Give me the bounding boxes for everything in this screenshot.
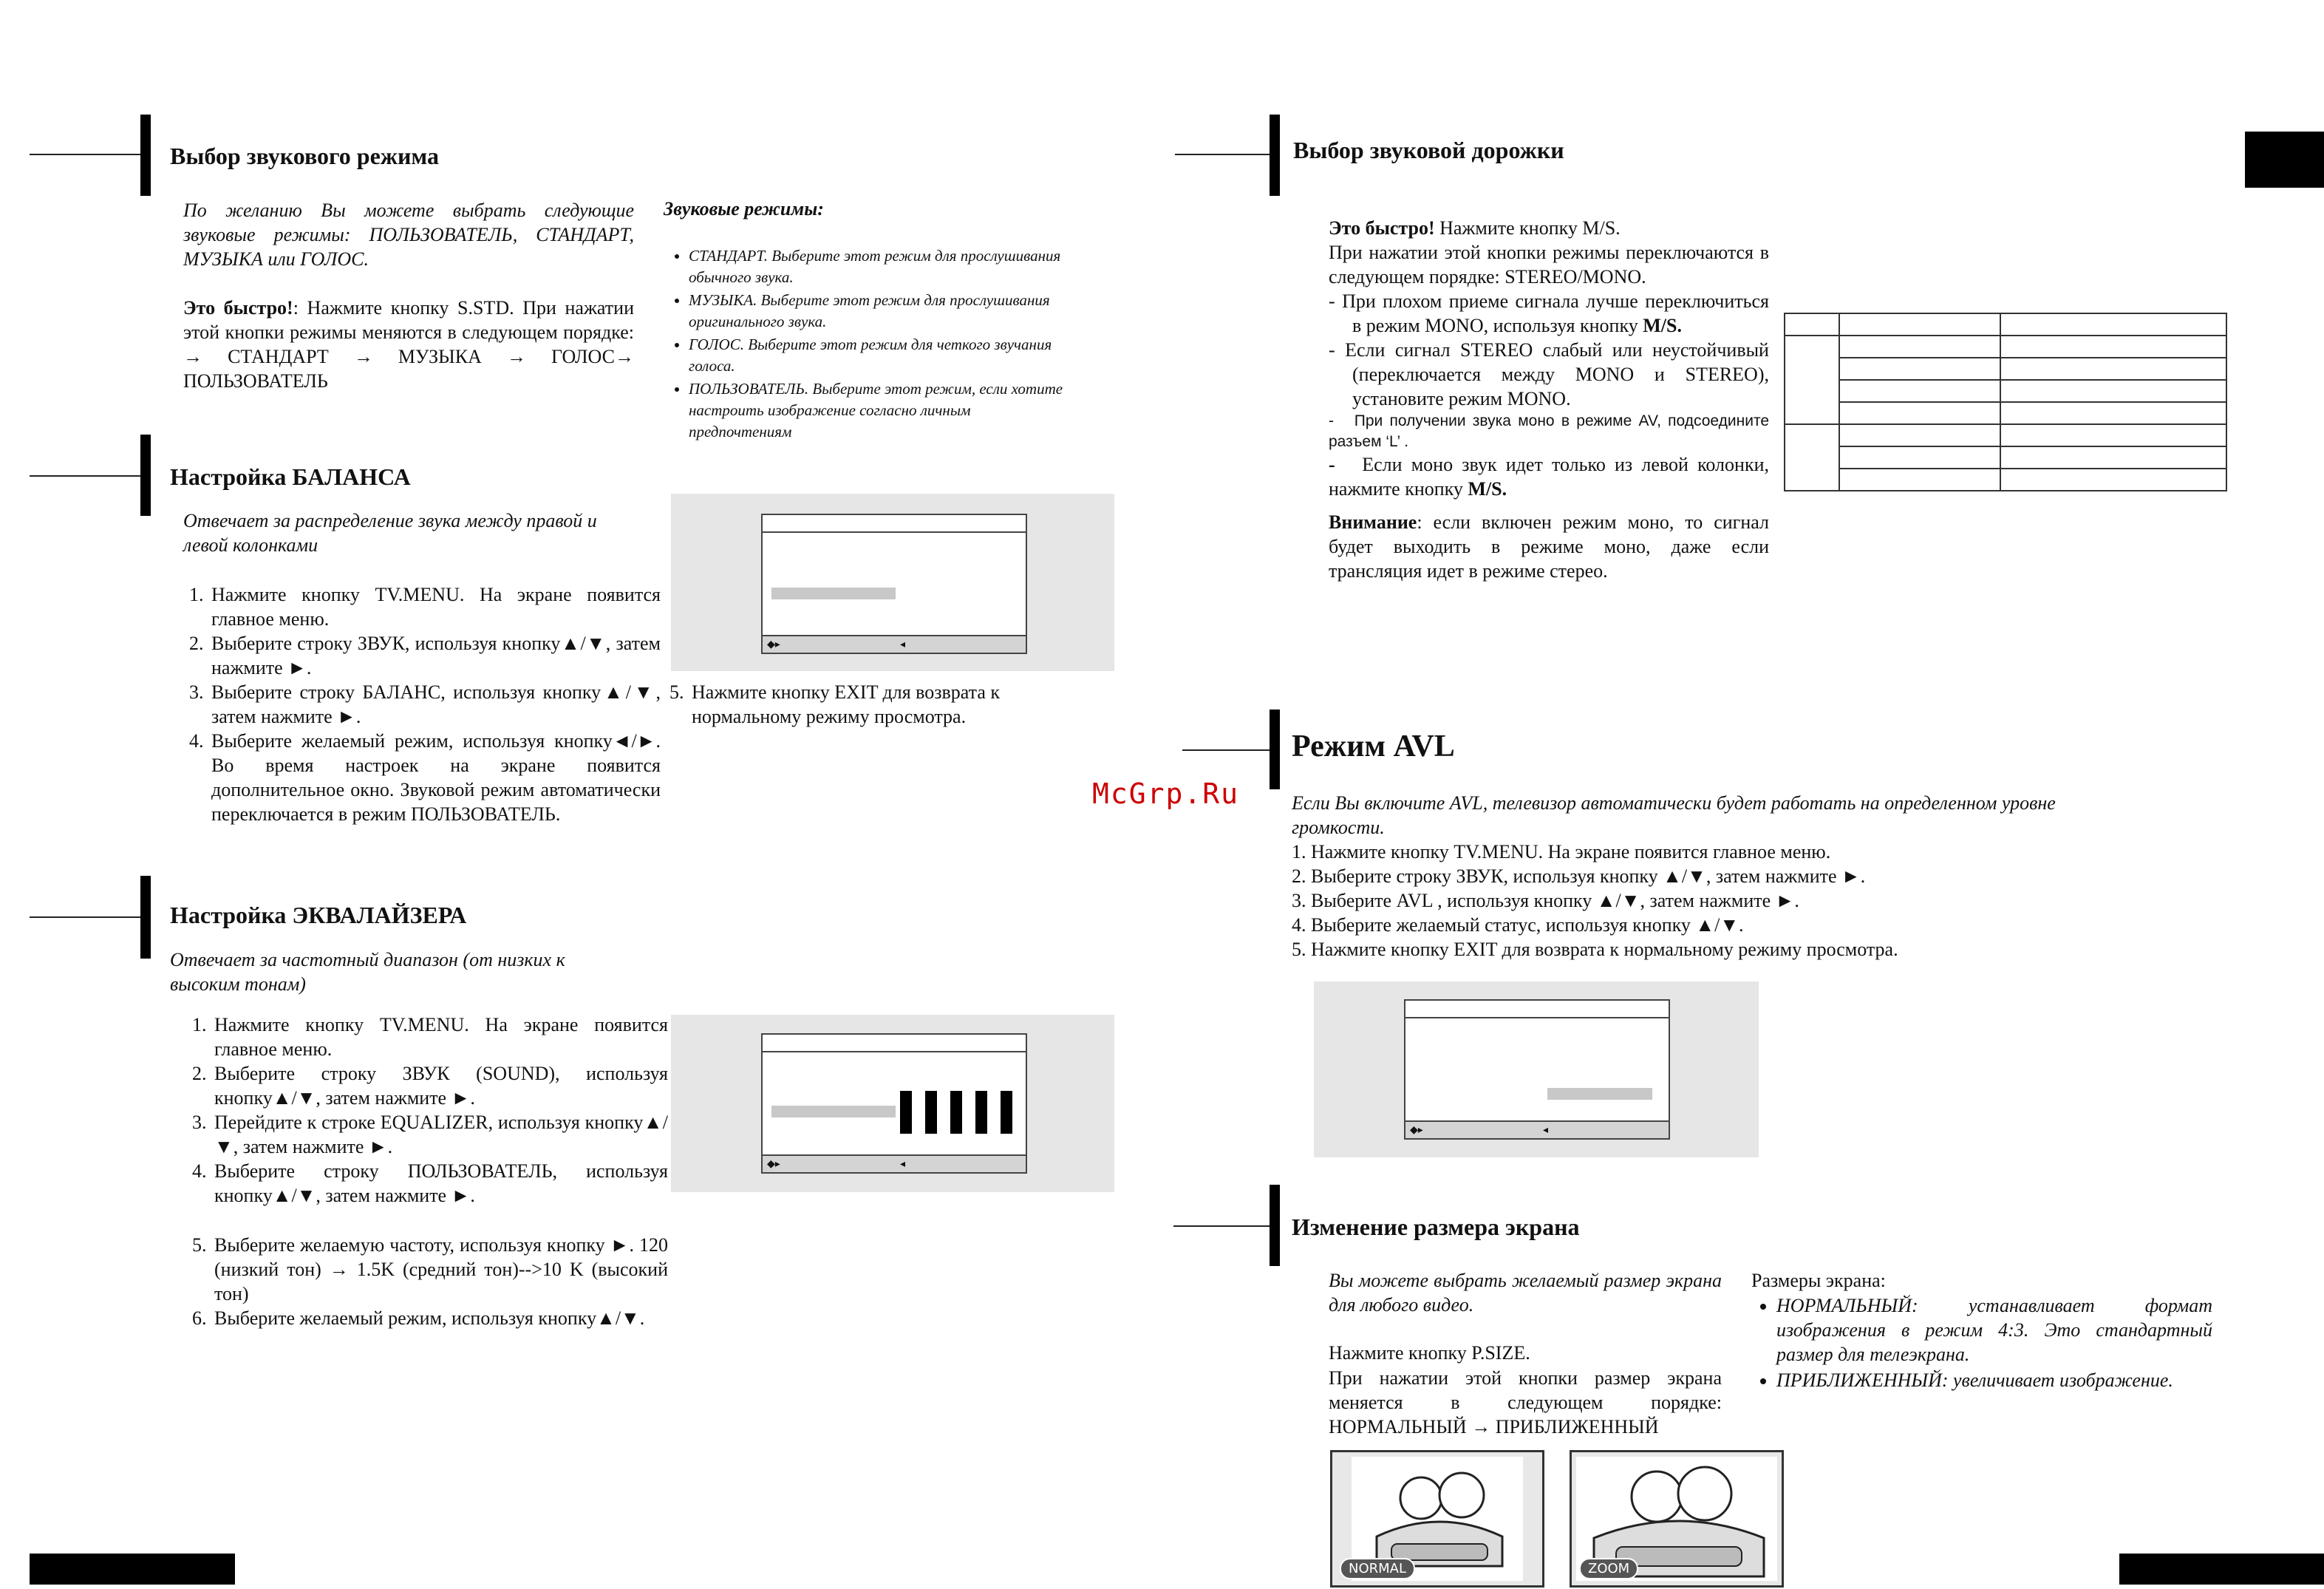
table-cell xyxy=(2000,402,2226,424)
track-quick xyxy=(1329,216,1769,240)
avl-steps xyxy=(1292,840,2178,962)
page-footer-bar-left xyxy=(30,1554,235,1585)
balance-osd-window xyxy=(761,514,1027,654)
balance-steps xyxy=(183,582,661,826)
eq-band-bar xyxy=(900,1091,912,1134)
page-tab-marker xyxy=(2245,132,2324,188)
list-item: 3. Перейдите к строке EQUALIZER, используя кнопку▲/▼, затем нажмите ►. xyxy=(211,1110,668,1159)
list-item: 2. Выберите строку ЗВУК, используя кнопку ▲/▼, затем нажмите ►. xyxy=(1292,865,1866,887)
list-item: • ПРИБЛИЖЕННЫЙ: увеличивает изображение. xyxy=(1776,1368,2212,1392)
updown-arrow-icon: ◆▸ xyxy=(1410,1124,1423,1136)
list-item: • ГОЛОС. Выберите этот режим для четкого звучания голоса. xyxy=(689,334,1073,377)
balance-intro: Отвечает за распределение звука между правой и левой колонками xyxy=(183,510,597,556)
list-item: 5. Выберите желаемую частоту, используя кнопку ►. 120 (низкий тон) → 1.5K (средний тон)-->10 K (высокий тон) xyxy=(211,1233,668,1306)
track-d4: - Если моно звук идет только из левой колонки, нажмите кнопку M/S. xyxy=(1329,454,1769,500)
table-cell xyxy=(2000,358,2226,380)
accent-bar-avl xyxy=(1270,710,1280,789)
list-item: 5. Нажмите кнопку EXIT для возврата к нормальному режиму просмотра. xyxy=(689,680,1073,729)
rule-avl xyxy=(1182,749,1271,751)
rule-sound-mode xyxy=(30,154,142,155)
balance-step5 xyxy=(664,680,1073,729)
track-p1: При нажатии этой кнопки режимы переключаются в следующем порядке: STEREO/MONO. xyxy=(1329,242,1769,287)
left-arrow-icon: ◂ xyxy=(900,639,906,650)
table-cell xyxy=(2000,380,2226,402)
list-item: 4. Выберите строку ПОЛЬЗОВАТЕЛЬ, используя кнопку▲/▼, затем нажмите ►. xyxy=(211,1159,668,1208)
table-cell xyxy=(1839,336,2000,358)
equalizer-osd-window xyxy=(761,1033,1027,1174)
equalizer-steps xyxy=(186,1013,668,1208)
heading-avl: Режим AVL xyxy=(1292,729,1455,763)
osd-selected-row xyxy=(771,1106,896,1117)
updown-arrow-icon: ◆▸ xyxy=(767,1158,780,1170)
list-item: 2. Выберите строку ЗВУК (SOUND), используя кнопку▲/▼, затем нажмите ►. xyxy=(211,1061,668,1110)
watermark: McGrp.Ru xyxy=(1092,778,1240,810)
track-d1-text: При плохом приеме сигнала лучше переключиться в режим MONO, используя кнопку xyxy=(1342,290,1769,336)
heading-screen-size: Изменение размера экрана xyxy=(1292,1214,1580,1240)
table-cell xyxy=(1839,446,2000,469)
rule-balance xyxy=(30,475,142,477)
table-cell xyxy=(2000,336,2226,358)
mono-stereo-table xyxy=(1784,313,2227,491)
table-cell xyxy=(1839,469,2000,491)
quick-text: : Нажмите кнопку S.STD. При нажатии этой кнопки режимы меняются в следующем порядке: → СТАНДАРТ → МУЗЫКА → ГОЛОС→ ПОЛЬЗОВАТЕЛЬ xyxy=(183,297,634,392)
osd-title-bar xyxy=(1405,1001,1669,1018)
sound-modes-list xyxy=(664,245,1073,444)
table-cell xyxy=(1839,358,2000,380)
table-cell xyxy=(2000,424,2226,446)
heading-track: Выбор звуковой дорожки xyxy=(1293,137,1564,163)
screen-size-intro: Вы можете выбрать желаемый размер экрана для любого видео. xyxy=(1329,1270,1722,1316)
normal-mode-image xyxy=(1330,1450,1544,1588)
list-item: 1. Нажмите кнопку TV.MENU. На экране появится главное меню. xyxy=(211,1013,668,1061)
left-arrow-icon: ◂ xyxy=(900,1158,906,1170)
osd-footer xyxy=(763,1154,1026,1172)
sound-mode-intro: По желанию Вы можете выбрать следующие звуковые режимы: ПОЛЬЗОВАТЕЛЬ, СТАНДАРТ, МУЗЫКА или ГОЛОС. xyxy=(183,200,634,270)
page-footer-bar-right xyxy=(2119,1554,2324,1585)
sound-mode-quick xyxy=(183,296,634,393)
list-item: 4. Выберите желаемый статус, используя кнопку ▲/▼. xyxy=(1292,914,1744,936)
list-item: 6. Выберите желаемый режим, используя кнопку▲/▼. xyxy=(211,1306,668,1330)
heading-sound-mode: Выбор звукового режима xyxy=(170,143,439,169)
table-cell xyxy=(1839,380,2000,402)
list-item: 4. Выберите желаемый режим, используя кнопку◄/►. Во время настроек на экране появится дополнительное окно. Звуковой режим автоматически переключается в режим ПОЛЬЗОВАТЕЛЬ. xyxy=(208,729,661,826)
track-d4-text: Если моно звук идет только из левой колонки, нажмите кнопку xyxy=(1329,454,1769,500)
table-cell xyxy=(1785,424,1839,491)
eq-band-bar xyxy=(925,1091,937,1134)
left-arrow-icon: ◂ xyxy=(1543,1124,1549,1136)
track-warning xyxy=(1329,510,1769,583)
track-d2-text: Если сигнал STEREO слабый или неустойчивый (переключается между MONO и STEREO), установите режим MONO. xyxy=(1345,339,1769,409)
track-d1: - При плохом приеме сигнала лучше переключиться в режим MONO, используя кнопку M/S. xyxy=(1329,290,1769,336)
osd-selected-row xyxy=(771,588,896,599)
accent-bar-equalizer xyxy=(140,876,151,959)
list-item: • СТАНДАРТ. Выберите этот режим для прослушивания обычного звука. xyxy=(689,245,1073,288)
list-item: • НОРМАЛЬНЫЙ: устанавливает формат изображения в режим 4:3. Это стандартный размер для телеэкрана. xyxy=(1776,1293,2212,1367)
avl-osd-window xyxy=(1404,999,1670,1140)
accent-bar-balance xyxy=(140,435,151,516)
table-cell xyxy=(2000,446,2226,469)
quick-label: Это быстро! xyxy=(183,297,293,319)
quick-text: Нажмите кнопку M/S. xyxy=(1439,217,1621,239)
warn-label: Внимание xyxy=(1329,511,1417,533)
screen-sizes-title: Размеры экрана: xyxy=(1751,1270,1886,1291)
quick-label: Это быстро! xyxy=(1329,217,1435,239)
table-cell xyxy=(2000,313,2226,336)
track-d1-key: M/S. xyxy=(1643,315,1682,336)
list-item: 3. Выберите строку БАЛАНС, используя кнопку▲/▼, затем нажмите ►. xyxy=(208,680,661,729)
table-cell xyxy=(1839,424,2000,446)
track-d4-key: M/S. xyxy=(1468,478,1507,500)
rule-screen-size xyxy=(1173,1225,1271,1227)
table-cell xyxy=(1785,313,1839,336)
osd-footer xyxy=(763,635,1026,653)
eq-band-bar xyxy=(950,1091,962,1134)
track-text xyxy=(1329,216,1769,583)
sound-modes-title: Звуковые режимы: xyxy=(664,198,824,220)
list-item: • ПОЛЬЗОВАТЕЛЬ. Выберите этот режим, если хотите настроить изображение согласно личным предпочтениям xyxy=(689,378,1073,443)
list-item: 3. Выберите AVL , используя кнопку ▲/▼, затем нажмите ►. xyxy=(1292,890,1799,911)
heading-equalizer: Настройка ЭКВАЛАЙЗЕРА xyxy=(170,902,467,928)
equalizer-intro: Отвечает за частотный диапазон (от низких к высоким тонам) xyxy=(170,949,565,995)
table-cell xyxy=(1839,313,2000,336)
eq-band-bar xyxy=(1001,1091,1012,1134)
rule-equalizer xyxy=(30,916,142,918)
screen-size-order: При нажатии этой кнопки размер экрана меняется в следующем порядке: НОРМАЛЬНЫЙ → ПРИБЛИЖЕННЫЙ xyxy=(1329,1367,1722,1437)
osd-title-bar xyxy=(763,1035,1026,1052)
zoom-badge: ZOOM xyxy=(1579,1558,1638,1579)
list-item: 2. Выберите строку ЗВУК, используя кнопку▲/▼, затем нажмите ►. xyxy=(208,631,661,680)
accent-bar-track xyxy=(1270,115,1280,196)
warn-text: : если включен режим моно, то сигнал будет выходить в режиме моно, даже если трансляция идет в режиме стерео. xyxy=(1329,511,1769,582)
zoom-mode-image xyxy=(1570,1450,1784,1588)
heading-balance: Настройка БАЛАНСА xyxy=(170,463,411,490)
track-d3: - При получении звука моно в режиме AV, подсоедините разъем ‘L’ . xyxy=(1329,412,1770,450)
list-item: 5. Нажмите кнопку EXIT для возврата к нормальному режиму просмотра. xyxy=(1292,939,1898,960)
normal-badge: NORMAL xyxy=(1340,1558,1415,1579)
table-cell xyxy=(1839,402,2000,424)
avl-intro: Если Вы включите AVL, телевизор автоматически будет работать на определенном уровне громкости. xyxy=(1292,792,2056,838)
table-cell xyxy=(2000,469,2226,491)
rule-track xyxy=(1175,154,1271,155)
track-d3-text: При получении звука моно в режиме AV, подсоедините разъем ‘L’ . xyxy=(1329,412,1770,450)
screen-sizes-list xyxy=(1751,1293,2212,1394)
list-item: 1. Нажмите кнопку TV.MENU. На экране появится главное меню. xyxy=(208,582,661,631)
osd-selected-row xyxy=(1547,1088,1652,1100)
track-d2: - Если сигнал STEREO слабый или неустойчивый (переключается между MONO и STEREO), установите режим MONO. xyxy=(1329,339,1769,409)
accent-bar-sound-mode xyxy=(140,115,151,196)
eq-band-bar xyxy=(975,1091,987,1134)
updown-arrow-icon: ◆▸ xyxy=(767,639,780,650)
osd-title-bar xyxy=(763,515,1026,533)
screen-size-press: Нажмите кнопку P.SIZE. xyxy=(1329,1342,1530,1364)
list-item: 1. Нажмите кнопку TV.MENU. На экране появится главное меню. xyxy=(1292,841,1831,862)
equalizer-steps-2 xyxy=(186,1233,668,1330)
list-item: • МУЗЫКА. Выберите этот режим для прослушивания оригинального звука. xyxy=(689,290,1073,333)
osd-footer xyxy=(1405,1120,1669,1138)
table-cell xyxy=(1785,336,1839,424)
accent-bar-screen-size xyxy=(1270,1185,1280,1266)
